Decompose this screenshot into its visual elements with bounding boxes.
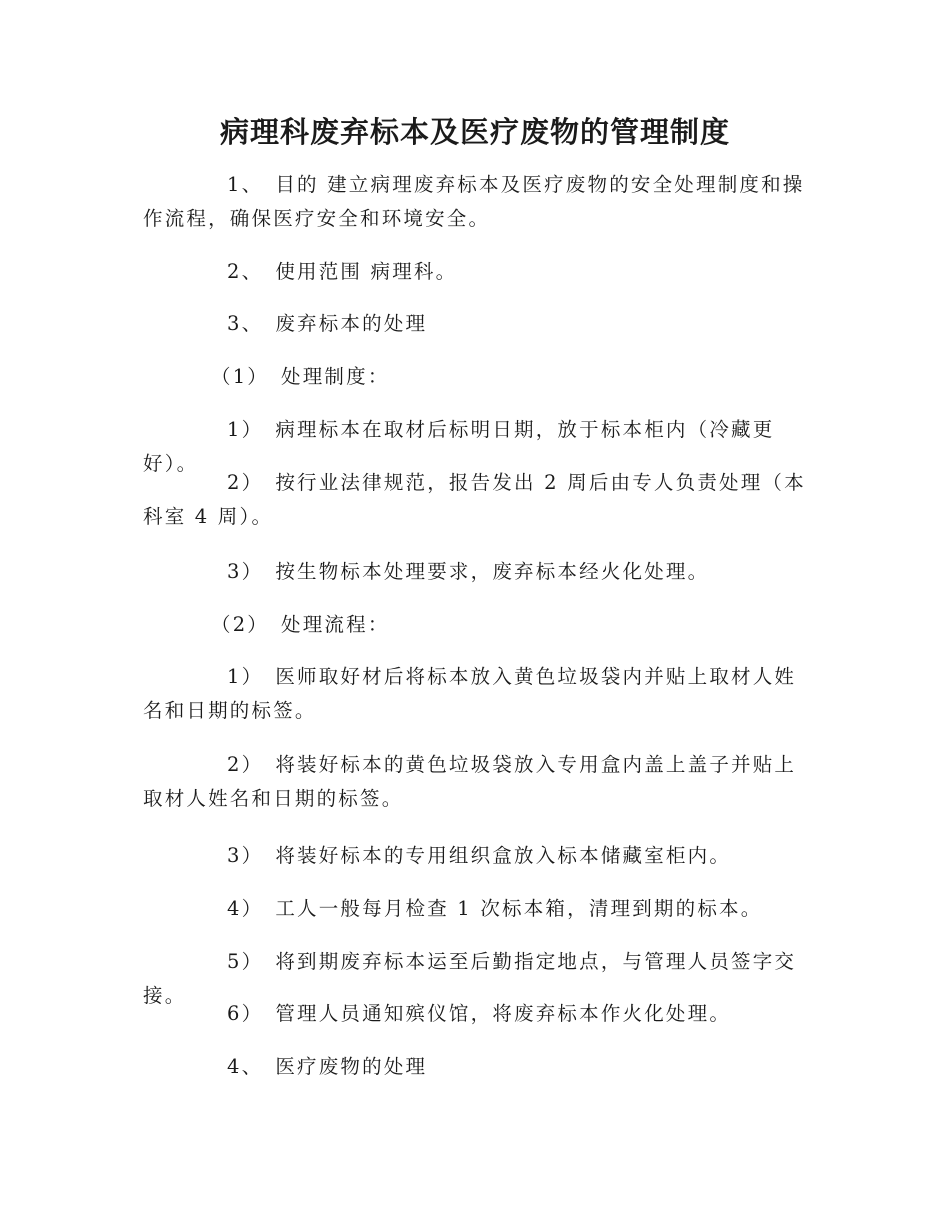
paragraph-text: 将到期废弃标本运至后勤指定地点，与管理人员签字交接。: [143, 950, 797, 1007]
paragraph-1: [143, 168, 813, 236]
paragraph-number: 4、: [227, 1055, 264, 1078]
paragraph-number: 2、: [227, 260, 264, 283]
paragraph-4: [143, 1050, 813, 1084]
paragraph-text: 管理人员通知殡仪馆，将废弃标本作火化处理。: [275, 1002, 732, 1025]
paragraph-text: 将装好标本的黄色垃圾袋放入专用盒内盖上盖子并贴上取材人姓名和日期的标签。: [143, 753, 797, 810]
paragraph-text: 按生物标本处理要求，废弃标本经火化处理。: [275, 560, 710, 583]
paragraph-text: 目的 建立病理废弃标本及医疗废物的安全处理制度和操作流程，确保医疗安全和环境安全。: [143, 173, 805, 230]
paragraph-3-2-1: [143, 660, 813, 728]
paragraph-3-2-6: [143, 997, 813, 1031]
paragraph-number: 1、: [227, 173, 264, 196]
paragraph-3-1-3: [143, 555, 813, 589]
paragraph-text: 病理标本在取材后标明日期，放于标本柜内（冷藏更好）。: [143, 418, 775, 475]
paragraph-3-2-2: [143, 748, 813, 816]
paragraph-text: 废弃标本的处理: [275, 312, 428, 335]
paragraph-number: 1）: [227, 665, 264, 688]
paragraph-number: 5）: [227, 950, 264, 973]
paragraph-text: 医疗废物的处理: [275, 1055, 428, 1078]
paragraph-3-2-4: [143, 892, 813, 926]
paragraph-number: 3、: [227, 312, 264, 335]
paragraph-text: 医师取好材后将标本放入黄色垃圾袋内并贴上取材人姓名和日期的标签。: [143, 665, 797, 722]
paragraph-3-1-2: [143, 466, 813, 534]
paragraph-number: 2）: [227, 753, 264, 776]
paragraph-3-2: [143, 608, 813, 642]
paragraph-text: 工人一般每月检查 1 次标本箱，清理到期的标本。: [275, 897, 763, 920]
paragraph-text: 按行业法律规范，报告发出 2 周后由专人负责处理（本科室 4 周）。: [143, 471, 806, 528]
paragraph-number: 3）: [227, 844, 264, 867]
paragraph-number: 4）: [227, 897, 264, 920]
paragraph-text: 处理流程：: [281, 613, 390, 636]
paragraph-text: 处理制度：: [281, 365, 390, 388]
paragraph-number: 2）: [227, 471, 264, 494]
paragraph-number: 3）: [227, 560, 264, 583]
paragraph-number: 1）: [227, 418, 264, 441]
paragraph-number: （2）: [211, 613, 270, 636]
paragraph-text: 使用范围 病理科。: [275, 260, 458, 283]
paragraph-2: [143, 255, 813, 289]
paragraph-3-1: [143, 360, 813, 394]
paragraph-3-2-3: [143, 839, 813, 873]
paragraph-number: 6）: [227, 1002, 264, 1025]
paragraph-text: 将装好标本的专用组织盒放入标本储藏室柜内。: [275, 844, 732, 867]
paragraph-number: （1）: [211, 365, 270, 388]
paragraph-3: [143, 307, 813, 341]
document-title: 病理科废弃标本及医疗废物的管理制度: [219, 115, 730, 149]
